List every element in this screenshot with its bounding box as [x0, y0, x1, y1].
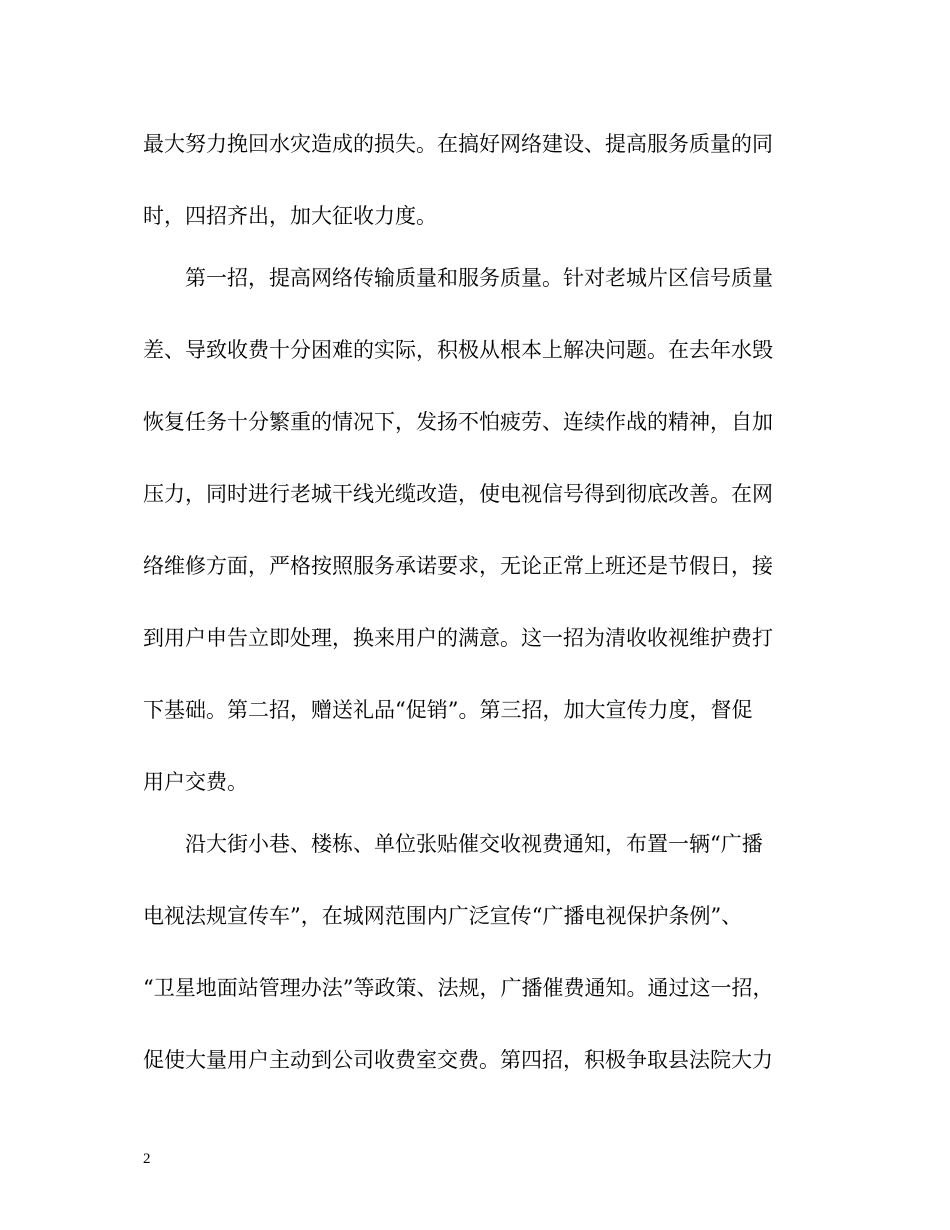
text-line: 络维修方面，严格按照服务承诺要求，无论正常上班还是节假日，接 — [143, 554, 773, 578]
text-line: 差、导致收费十分困难的实际，积极从根本上解决问题。在去年水毁 — [143, 338, 773, 362]
text-line: 到用户申告立即处理，换来用户的满意。这一招为清收收视维护费打 — [143, 626, 773, 650]
text-line: 最大努力挽回水灾造成的损失。在搞好网络建设、提高服务质量的同 — [143, 132, 773, 156]
text-line: 促使大量用户主动到公司收费室交费。第四招，积极争取县法院大力 — [143, 1048, 773, 1072]
text-line: “卫星地面站管理办法”等政策、法规，广播催费通知。通过这一招， — [143, 976, 774, 1000]
text-line: 下基础。第二招，赠送礼品“促销”。第三招，加大宣传力度，督促 — [143, 698, 753, 722]
page-number: 2 — [143, 1151, 151, 1167]
text-line: 恢复任务十分繁重的情况下，发扬不怕疲劳、连续作战的精神，自加 — [143, 410, 773, 434]
text-line: 电视法规宣传车”，在城网范围内广泛宣传“广播电视保护条例”、 — [143, 904, 743, 928]
text-line: 第一招，提高网络传输质量和服务质量。针对老城片区信号质量 — [185, 266, 773, 290]
text-line: 时，四招齐出，加大征收力度。 — [143, 204, 437, 228]
text-line: 压力，同时进行老城干线光缆改造，使电视信号得到彻底改善。在网 — [143, 482, 773, 506]
text-line: 沿大街小巷、楼栋、单位张贴催交收视费通知，布置一辆“广播 — [185, 832, 763, 856]
text-line: 用户交费。 — [143, 770, 248, 794]
